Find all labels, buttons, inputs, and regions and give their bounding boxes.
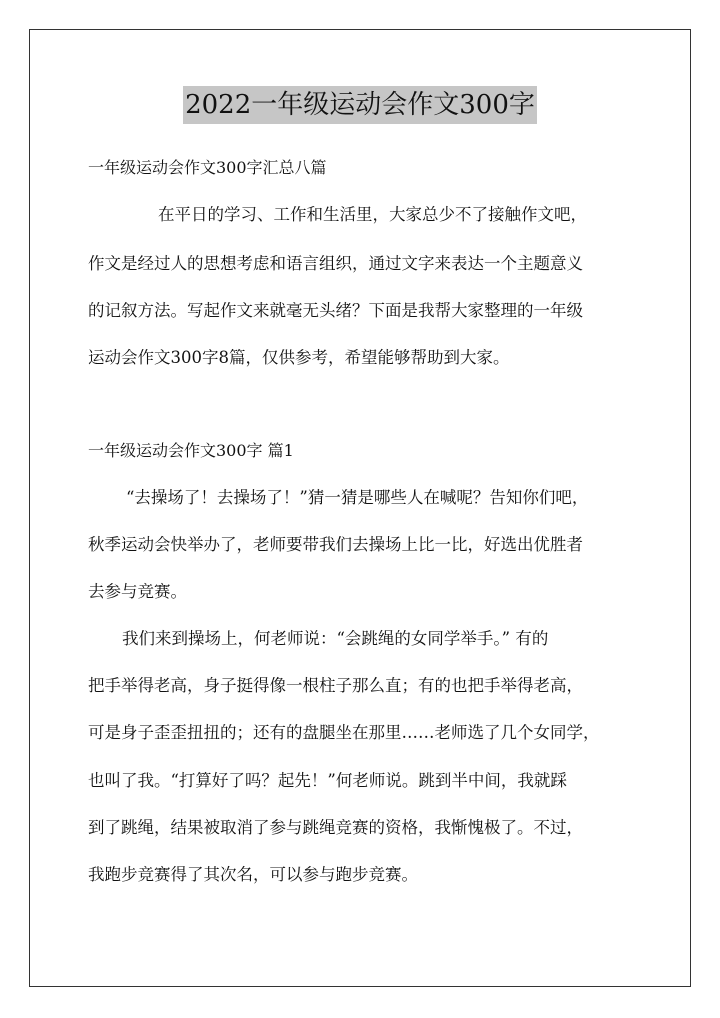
- body-line-2: 秋季运动会快举办了，老师要带我们去操场上比一比，好选出优胜者: [88, 535, 583, 554]
- document-subtitle: 一年级运动会作文300字汇总八篇: [88, 158, 327, 177]
- body-line-6: 可是身子歪歪扭扭的；还有的盘腿坐在那里……老师选了几个女同学，: [88, 723, 600, 742]
- intro-line-2: 作文是经过人的思想考虑和语言组织，通过文字来表达一个主题意义: [88, 254, 583, 273]
- body-line-1: “去操场了！去操场了！”猜一猜是哪些人在喊呢？告知你们吧，: [126, 488, 589, 507]
- body-line-3: 去参与竞赛。: [88, 582, 187, 601]
- intro-line-1: 在平日的学习、工作和生活里，大家总少不了接触作文吧，: [158, 205, 587, 224]
- section-heading: 一年级运动会作文300字 篇1: [88, 441, 294, 460]
- body-line-4: 我们来到操场上，何老师说：“会跳绳的女同学举手。” 有的: [122, 629, 549, 648]
- page-title: 2022一年级运动会作文300字: [183, 86, 537, 124]
- body-line-7: 也叫了我。“打算好了吗？起先！”何老师说。跳到半中间，我就踩: [88, 771, 567, 790]
- title-container: [0, 86, 720, 124]
- body-line-8: 到了跳绳，结果被取消了参与跳绳竞赛的资格，我惭愧极了。不过，: [88, 818, 583, 837]
- intro-line-3: 的记叙方法。写起作文来就毫无头绪？下面是我帮大家整理的一年级: [88, 301, 583, 320]
- body-line-9: 我跑步竞赛得了其次名，可以参与跑步竞赛。: [88, 865, 418, 884]
- body-line-5: 把手举得老高，身子挺得像一根柱子那么直；有的也把手举得老高，: [88, 676, 583, 695]
- intro-line-4: 运动会作文300字8篇，仅供参考，希望能够帮助到大家。: [88, 348, 510, 367]
